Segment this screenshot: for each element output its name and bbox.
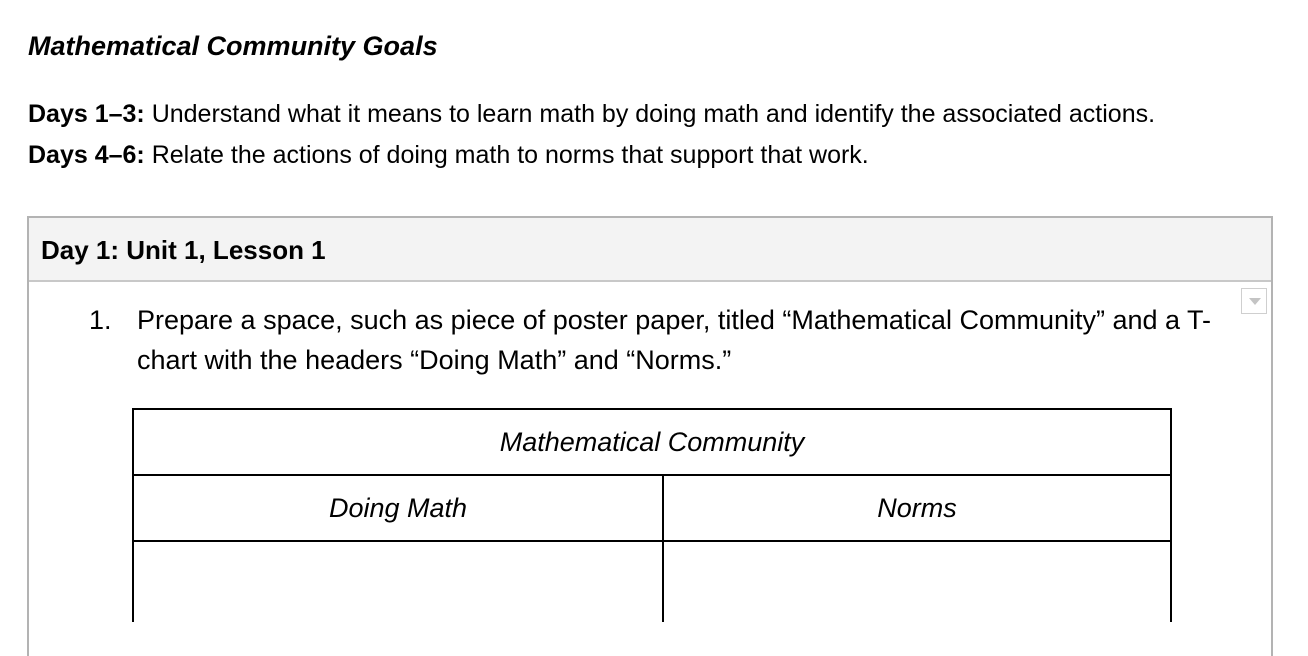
- goal-text: Relate the actions of doing math to norms that support that work.: [144, 141, 869, 169]
- goal-days-4-6: [28, 138, 869, 172]
- t-chart: [132, 408, 1172, 622]
- t-chart-cell: [133, 541, 663, 622]
- lesson-header: Day 1: Unit 1, Lesson 1: [29, 218, 1271, 282]
- t-chart-header-norms: Norms: [663, 475, 1171, 541]
- t-chart-title: Mathematical Community: [133, 409, 1171, 475]
- step-text: Prepare a space, such as piece of poster paper, titled “Mathematical Community” and a T-chart with the headers “Doing Math” and “Norms.”: [137, 305, 1212, 375]
- goal-text: Understand what it means to learn math by doing math and identify the associated actions.: [144, 100, 1156, 128]
- goal-label: Days 1–3:: [28, 100, 145, 128]
- step-number: 1.: [89, 305, 112, 335]
- goals-title: Mathematical Community Goals: [28, 31, 438, 61]
- goal-days-1-3: [28, 97, 1155, 131]
- t-chart-cell: [663, 541, 1171, 622]
- goal-label: Days 4–6:: [28, 141, 145, 169]
- lesson-box: [27, 216, 1273, 656]
- t-chart-header-doing-math: Doing Math: [133, 475, 663, 541]
